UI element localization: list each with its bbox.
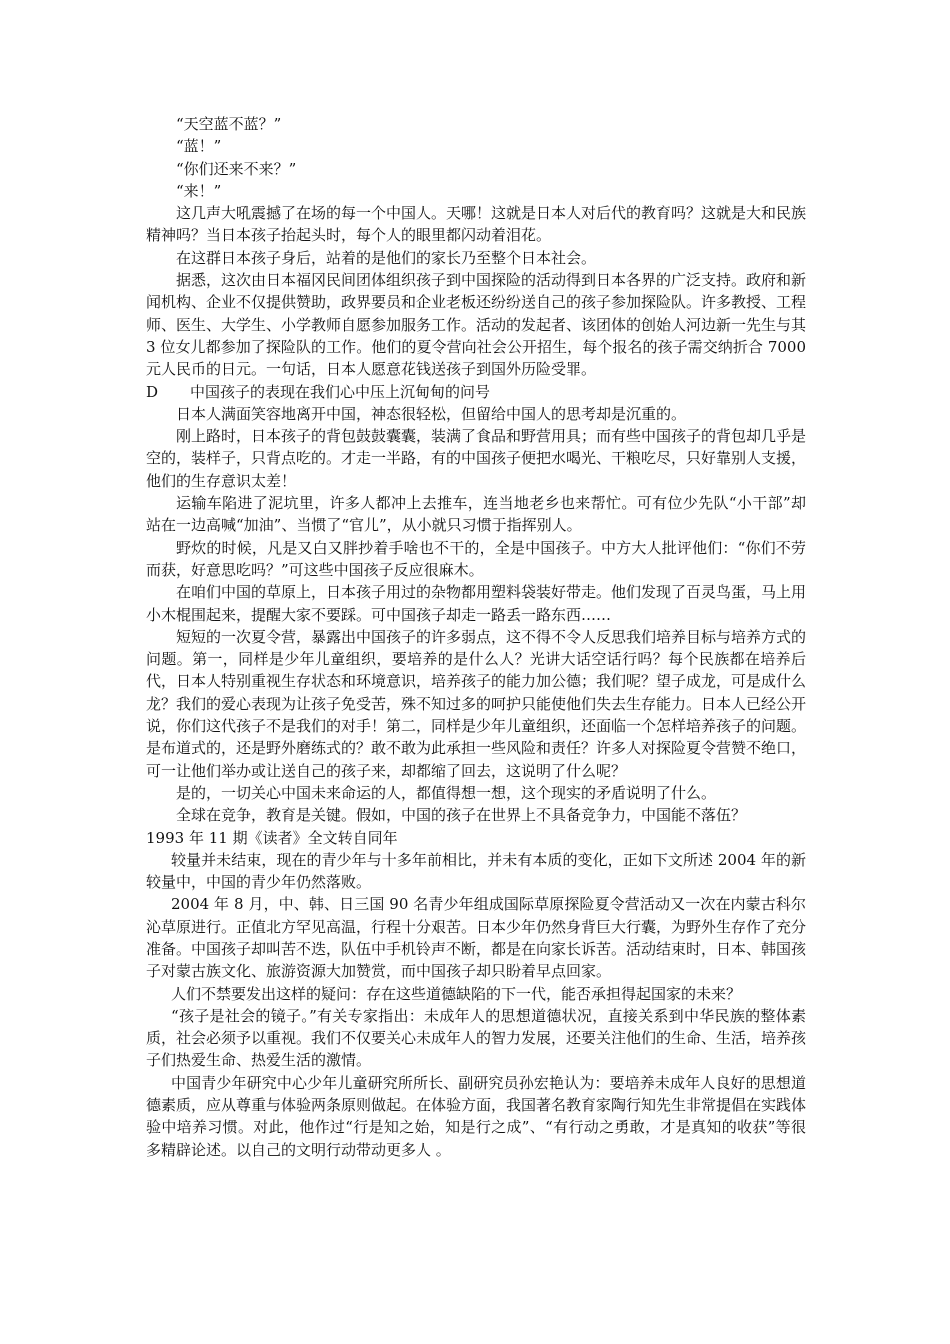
section-heading <box>146 381 806 403</box>
paragraph: “孩子是社会的镜子。”有关专家指出：未成年人的思想道德状况，直接关系到中华民族的整体素质，社会必须予以重视。我们不仅要关心未成年人的智力发展，还要关注他们的生命、生活，培养孩子们热爱生命、热爱生活的激情。 <box>146 1006 807 1070</box>
dialogue-line: “蓝！” <box>176 137 222 156</box>
source-note: 1993 年 11 期《读者》全文转自同年 <box>146 828 398 847</box>
dialogue-line: “天空蓝不蓝？” <box>176 115 282 133</box>
paragraph: 全球在竞争，教育是关键。假如，中国的孩子在世界上不具备竞争力，中国能不落伍？ <box>176 806 747 825</box>
paragraph: 在这群日本孩子身后，站着的是他们的家长乃至整个日本社会。 <box>176 248 597 267</box>
paragraph: 野炊的时候，凡是又白又胖抄着手啥也不干的，全是中国孩子。中方大人批评他们：“你们不劳而获，好意思吃吗？”可这些中国孩子反应很麻木。 <box>146 538 806 579</box>
paragraph: 人们不禁要发出这样的疑问：存在这些道德缺陷的下一代，能否承担得起国家的未来？ <box>171 984 742 1003</box>
paragraph: 运输车陷进了泥坑里，许多人都冲上去推车，连当地老乡也来帮忙。可有位少先队“小干部”却站在一边高喊“加油”、当惯了“官儿”，从小就只习惯于指挥别人。 <box>146 494 806 535</box>
dialogue-line: “你们还来不来？” <box>176 159 297 178</box>
dialogue-line: “来！” <box>176 181 222 200</box>
paragraph: 这几声大吼震撼了在场的每一个中国人。天哪！这就是日本人对后代的教育吗？这就是大和民族精神吗？当日本孩子抬起头时，每个人的眼里都闪动着泪花。 <box>146 204 807 245</box>
paragraph: 2004 年 8 月，中、韩、日三国 90 名青少年组成国际草原探险夏令营活动又一次在内蒙古科尔沁草原进行。正值北方罕见高温，行程十分艰苦。日本少年仍然身背巨大行囊，为野外生存作了充分准备。中国孩子却叫苦不迭，队伍中手机铃声不断，都是在向家长诉苦。活动结束时，日本、韩国孩子对蒙古族文化、旅游资源大加赞赏，而中国孩子却只盼着早点回家。 <box>146 895 807 981</box>
section-label: D <box>146 382 159 401</box>
paragraph: 在咱们中国的草原上，日本孩子用过的杂物都用塑料袋装好带走。他们发现了百灵鸟蛋，马上用小木棍围起来，提醒大家不要踩。可中国孩子却走一路丢一路东西…… <box>146 583 807 624</box>
paragraph: 短短的一次夏令营，暴露出中国孩子的许多弱点，这不得不令人反思我们培养目标与培养方式的问题。第一，同样是少年儿童组织，要培养的是什么人？光讲大话空话行吗？每个民族都在培养后代，日本人特别重视生存状态和环境意识，培养孩子的能力加公德；我们呢？望子成龙，可是成什么龙？我们的爱心表现为让孩子免受苦，殊不知过多的呵护只能使他们失去生存能力。日本人已经公开说，你们这代孩子不是我们的对手！第二，同样是少年儿童组织，还面临一个怎样培养孩子的问题。是布道式的，还是野外磨练式的？敢不敢为此承担一些风险和责任？许多人对探险夏令营赞不绝口，可一让他们举办或让送自己的孩子来，却都缩了回去，这说明了什么呢？ <box>146 627 807 780</box>
paragraph: 中国青少年研究中心少年儿童研究所所长、副研究员孙宏艳认为：要培养未成年人良好的思想道德素质，应从尊重与体验两条原则做起。在体验方面，我国著名教育家陶行知先生非常提倡在实践体验中培养习惯。对此，他作过“行是知之始，知是行之成”、“有行动之勇敢，才是真知的收获”等很多精辟论述。以自己的文明行动带动更多人 。 <box>146 1073 807 1159</box>
paragraph: 日本人满面笑容地离开中国，神态很轻松，但留给中国人的思考却是沉重的。 <box>176 404 687 423</box>
paragraph: 较量并未结束，现在的青少年与十多年前相比，并未有本质的变化，正如下文所述 2004 年的新较量中，中国的青少年仍然落败。 <box>146 850 806 892</box>
section-title: 中国孩子的表现在我们心中压上沉甸甸的问号 <box>190 382 491 401</box>
paragraph: 是的，一切关心中国未来命运的人，都值得想一想，这个现实的矛盾说明了什么。 <box>176 783 717 802</box>
paragraph: 刚上路时，日本孩子的背包鼓鼓囊囊，装满了食品和野营用具；而有些中国孩子的背包却几乎是空的，装样子，只背点吃的。才走一半路，有的中国孩子便把水喝光、干粮吃尽，只好靠别人支援，他们的生存意识太差！ <box>146 427 807 490</box>
paragraph: 据悉，这次由日本福冈民间团体组织孩子到中国探险的活动得到日本各界的广泛支持。政府和新闻机构、企业不仅提供赞助，政界要员和企业老板还纷纷送自己的孩子参加探险队。许多教授、工程师、医生、大学生、小学教师自愿参加服务工作。活动的发起者、该团体的创始人河边新一先生与其 3 位女儿都参加了探险队的工作。他们的夏令营向社会公开招生，每个报名的孩子需交纳折合 7000 元人民币的日元。一句话，日本人愿意花钱送孩子到国外历险受罪。 <box>146 271 807 379</box>
document-body <box>146 113 806 1161</box>
